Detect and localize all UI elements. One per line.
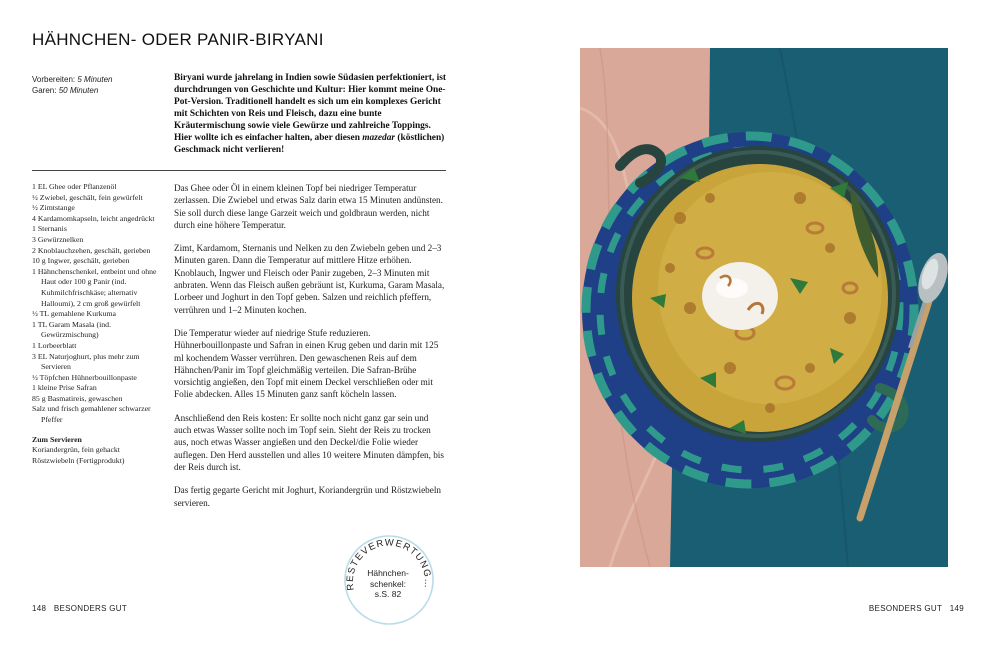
- method-step: Anschließend den Reis kosten: Er sollte noch nicht ganz gar sein und auch etwas Wasser sollte noch im Topf sein. Sieht der Reis zu trocken aus, noch etwas Wasser angießen und den Deckel/die Folie wieder auflegen. Den Herd ausstellen und alles 10 weitere Minuten dämpfen, bis der Reis durch ist.: [174, 412, 444, 472]
- stamp-line: Hähnchen-: [367, 568, 409, 578]
- ingredient-item: 10 g Ingwer, geschält, gerieben: [32, 256, 130, 266]
- prep-value: 5 Minuten: [77, 75, 113, 84]
- ingredient-item: 1 TL Garam Masala (ind. Gewürzmischung): [32, 319, 112, 340]
- page-number: 148: [32, 604, 47, 613]
- stamp-arc-text: RESTEVERWERTUNG…: [344, 537, 434, 592]
- ingredient-item: 1 Lorbeerblatt: [32, 340, 77, 350]
- ingredient-item: 2 Knoblauchzehen, geschält, gerieben: [32, 245, 151, 255]
- ingredient-item: 1 Sternanis: [32, 224, 67, 234]
- prep-label: Vorbereiten:: [32, 75, 76, 84]
- section-label: BESONDERS GUT: [53, 604, 128, 613]
- stamp-line: schenkel:: [370, 578, 406, 589]
- intro-text-end: (köstlichen) Geschmack nicht verlieren!: [174, 133, 445, 155]
- prep-time: [32, 74, 113, 85]
- cook-value: 50 Minuten: [58, 86, 99, 95]
- food-illustration: [580, 48, 948, 567]
- method-step: Das Ghee oder Öl in einem kleinen Topf bei niedriger Temperatur zerlassen. Die Zwiebel und etwas Salz darin etwa 15 Minuten andünsten. Sie soll durch diese lange Garzeit weich und goldbraun werden, nicht durch eine höhere Temperatur.: [174, 183, 443, 230]
- recipe-intro: [174, 72, 446, 156]
- footer-right: [869, 604, 964, 613]
- ingredient-item: ½ Töpfchen Hühnerbouillonpaste: [32, 372, 137, 382]
- ingredient-item: Salz und frisch gemahlener schwarzer Pfeffer: [32, 404, 151, 425]
- method-step: Die Temperatur wieder auf niedrige Stufe reduzieren. Hühnerbouillonpaste und Safran in einen Krug geben und darin mit 125 ml kochendem Wasser verrühren. Den gewaschenen Reis auf dem Hähnchen/Panir im Topf gleichmäßig verteilen. Die Safran-Brühe vorsichtig angießen, den Topf mit einem Deckel verschließen oder mit Folie abdecken. Alles 15 Minuten ganz sanft köcheln lassen.: [174, 327, 439, 400]
- cook-label: Garen:: [32, 86, 57, 95]
- footer-left: [32, 604, 127, 613]
- ingredient-item: 3 Gewürznelken: [32, 234, 84, 244]
- serving-item: Koriandergrün, fein gehackt: [32, 445, 120, 455]
- ingredient-item: 1 Hähnchenschenkel, entbeint und ohne Haut oder 100 g Panir (ind. Kuhmilchfrischkäse; alternativ Halloumi), 2 cm groß gewürfelt: [32, 266, 157, 308]
- method-step: Das fertig gegarte Gericht mit Joghurt, Koriandergrün und Röstzwiebeln servieren.: [174, 485, 441, 508]
- recipe-times: [32, 74, 113, 96]
- ingredient-item: 4 Kardamomkapseln, leicht angedrückt: [32, 213, 155, 223]
- ingredient-list: [32, 182, 166, 466]
- serving-heading: Zum Servieren: [32, 434, 82, 444]
- method-step: Zimt, Kardamom, Sternanis und Nelken zu den Zwiebeln geben und 2–3 Minuten garen. Dann die Temperatur auf mittlere Hitze erhöhen. Knoblauch, Ingwer und Fleisch oder Panir zugeben, 2–3 Minuten mit anbraten. Wenn das Fleisch außen gebräunt ist, Kurkuma, Garam Masala, Lorbeer und Joghurt in den Topf geben. Salzen und reichlich pfeffern, verrühren und 1–2 Minuten kochen.: [174, 243, 445, 315]
- serving-item: Röstzwiebeln (Fertigprodukt): [32, 455, 125, 465]
- biryani-photo: [580, 48, 948, 567]
- intro-emphasis: mazedar: [362, 133, 396, 143]
- ingredient-item: 85 g Basmatireis, gewaschen: [32, 393, 123, 403]
- ingredient-item: ½ Zimtstange: [32, 203, 75, 213]
- section-divider: [32, 170, 446, 171]
- ingredient-item: ½ Zwiebel, geschält, fein gewürfelt: [32, 192, 143, 202]
- method-steps: [174, 182, 446, 520]
- stamp-reference: [360, 568, 416, 600]
- stamp-line: s.S. 82: [374, 589, 402, 599]
- intro-text: Biryani wurde jahrelang in Indien sowie Südasien perfektioniert, ist durchdrungen von Geschichte und Kultur: Hier kommt meine One-Pot-Version. Traditionell handelt es sich um ein komplexes Gericht mit Schichten von Reis und Fleisch, dazu eine bunte Kräutermischung sowie viele Gewürze und zahlreiche Toppings. Hier wollte ich es einfacher halten, aber diesen: [174, 73, 446, 143]
- ingredient-item: 1 EL Ghee oder Pflanzenöl: [32, 182, 117, 191]
- ingredient-item: ½ TL gemahlene Kurkuma: [32, 309, 117, 319]
- page-number: 149: [949, 604, 964, 613]
- recipe-title: HÄHNCHEN- ODER PANIR-BIRYANI: [32, 30, 324, 49]
- cook-time: [32, 85, 113, 96]
- ingredient-item: 3 EL Naturjoghurt, plus mehr zum Servieren: [32, 351, 140, 372]
- section-label: BESONDERS GUT: [868, 604, 943, 613]
- ingredient-item: 1 kleine Prise Safran: [32, 383, 97, 393]
